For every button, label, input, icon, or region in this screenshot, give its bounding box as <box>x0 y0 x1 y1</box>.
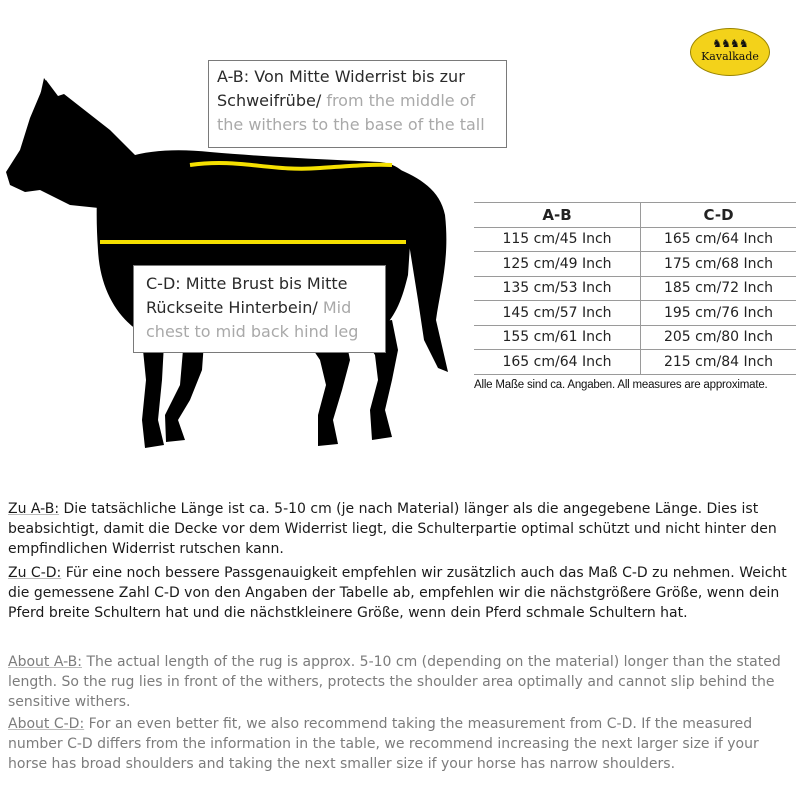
paragraph-text: The actual length of the rug is approx. 5-10 cm (depending on the material) longer than the stated length. So the rug lies in front of the withers, protects the shoulder area optimally and cannot slip behind the sensitive withers. <box>8 654 781 710</box>
cd-label-german: C-D: Mitte Brust bis Mitte Rückseite Hinterbein/ <box>146 274 348 317</box>
cell-cd: 205 cm/80 Inch <box>641 325 797 350</box>
paragraph-en-ab <box>8 652 798 712</box>
ab-label-german: A-B: Von Mitte Widerrist bis zur Schweifrübe/ <box>217 67 465 110</box>
cell-ab: 125 cm/49 Inch <box>474 252 641 277</box>
cell-ab: 135 cm/53 Inch <box>474 276 641 301</box>
cell-cd: 215 cm/84 Inch <box>641 350 797 375</box>
paragraph-lead: About C-D: <box>8 716 85 732</box>
cell-cd: 185 cm/72 Inch <box>641 276 797 301</box>
cd-measurement-label <box>133 265 386 353</box>
table-row <box>474 276 796 301</box>
cd-label-english: Mid chest to mid back hind leg <box>146 298 359 341</box>
cell-cd: 195 cm/76 Inch <box>641 301 797 326</box>
header-ab: A-B <box>474 203 641 228</box>
paragraph-text: Die tatsächliche Länge ist ca. 5-10 cm (je nach Material) länger als die angegebene Länge. Dies ist beabsichtigt, damit die Decke vor dem Widerrist liegt, die Schulterpartie optimal schützt und nicht hinter den empfindlichen Widerrist rutschen kann. <box>8 501 777 557</box>
cell-ab: 155 cm/61 Inch <box>474 325 641 350</box>
paragraph-de-cd <box>8 563 798 623</box>
header-cd: C-D <box>641 203 797 228</box>
cell-ab: 165 cm/64 Inch <box>474 350 641 375</box>
table-row <box>474 252 796 277</box>
paragraph-lead: Zu A-B: <box>8 501 60 517</box>
paragraph-text: Für eine noch bessere Passgenauigkeit empfehlen wir zusätzlich auch das Maß C-D zu nehmen. Weicht die gemessene Zahl C-D von den Angaben der Tabelle ab, empfehlen wir die nächstgrößere Größe, wenn dein Pferd breite Schultern hat und die nächstkleinere Größe, wenn dein Pferd schmale Schultern hat. <box>8 565 787 621</box>
cell-cd: 165 cm/64 Inch <box>641 227 797 252</box>
size-table <box>474 202 796 375</box>
cell-cd: 175 cm/68 Inch <box>641 252 797 277</box>
table-row <box>474 325 796 350</box>
table-header-row <box>474 203 796 228</box>
table-row <box>474 350 796 375</box>
paragraph-de-ab <box>8 499 798 559</box>
paragraph-text: For an even better fit, we also recommend taking the measurement from C-D. If the measured number C-D differs from the information in the table, we recommend increasing the next larger size if your horse has broad shoulders and taking the next smaller size if your horse has narrow shoulders. <box>8 716 759 772</box>
table-row <box>474 227 796 252</box>
cell-ab: 145 cm/57 Inch <box>474 301 641 326</box>
table-row <box>474 301 796 326</box>
cell-ab: 115 cm/45 Inch <box>474 227 641 252</box>
paragraph-lead: Zu C-D: <box>8 565 62 581</box>
kavalkade-logo <box>690 28 770 76</box>
riders-icon: ♞♞♞♞ <box>712 37 748 50</box>
logo-name: Kavalkade <box>701 50 759 63</box>
paragraph-en-cd <box>8 714 798 774</box>
paragraph-lead: About A-B: <box>8 654 82 670</box>
ab-measurement-label <box>208 60 507 148</box>
ab-label-english: from the middle of the withers to the base of the tall <box>217 91 485 134</box>
table-note: Alle Maße sind ca. Angaben. All measures are approximate. <box>474 379 768 391</box>
